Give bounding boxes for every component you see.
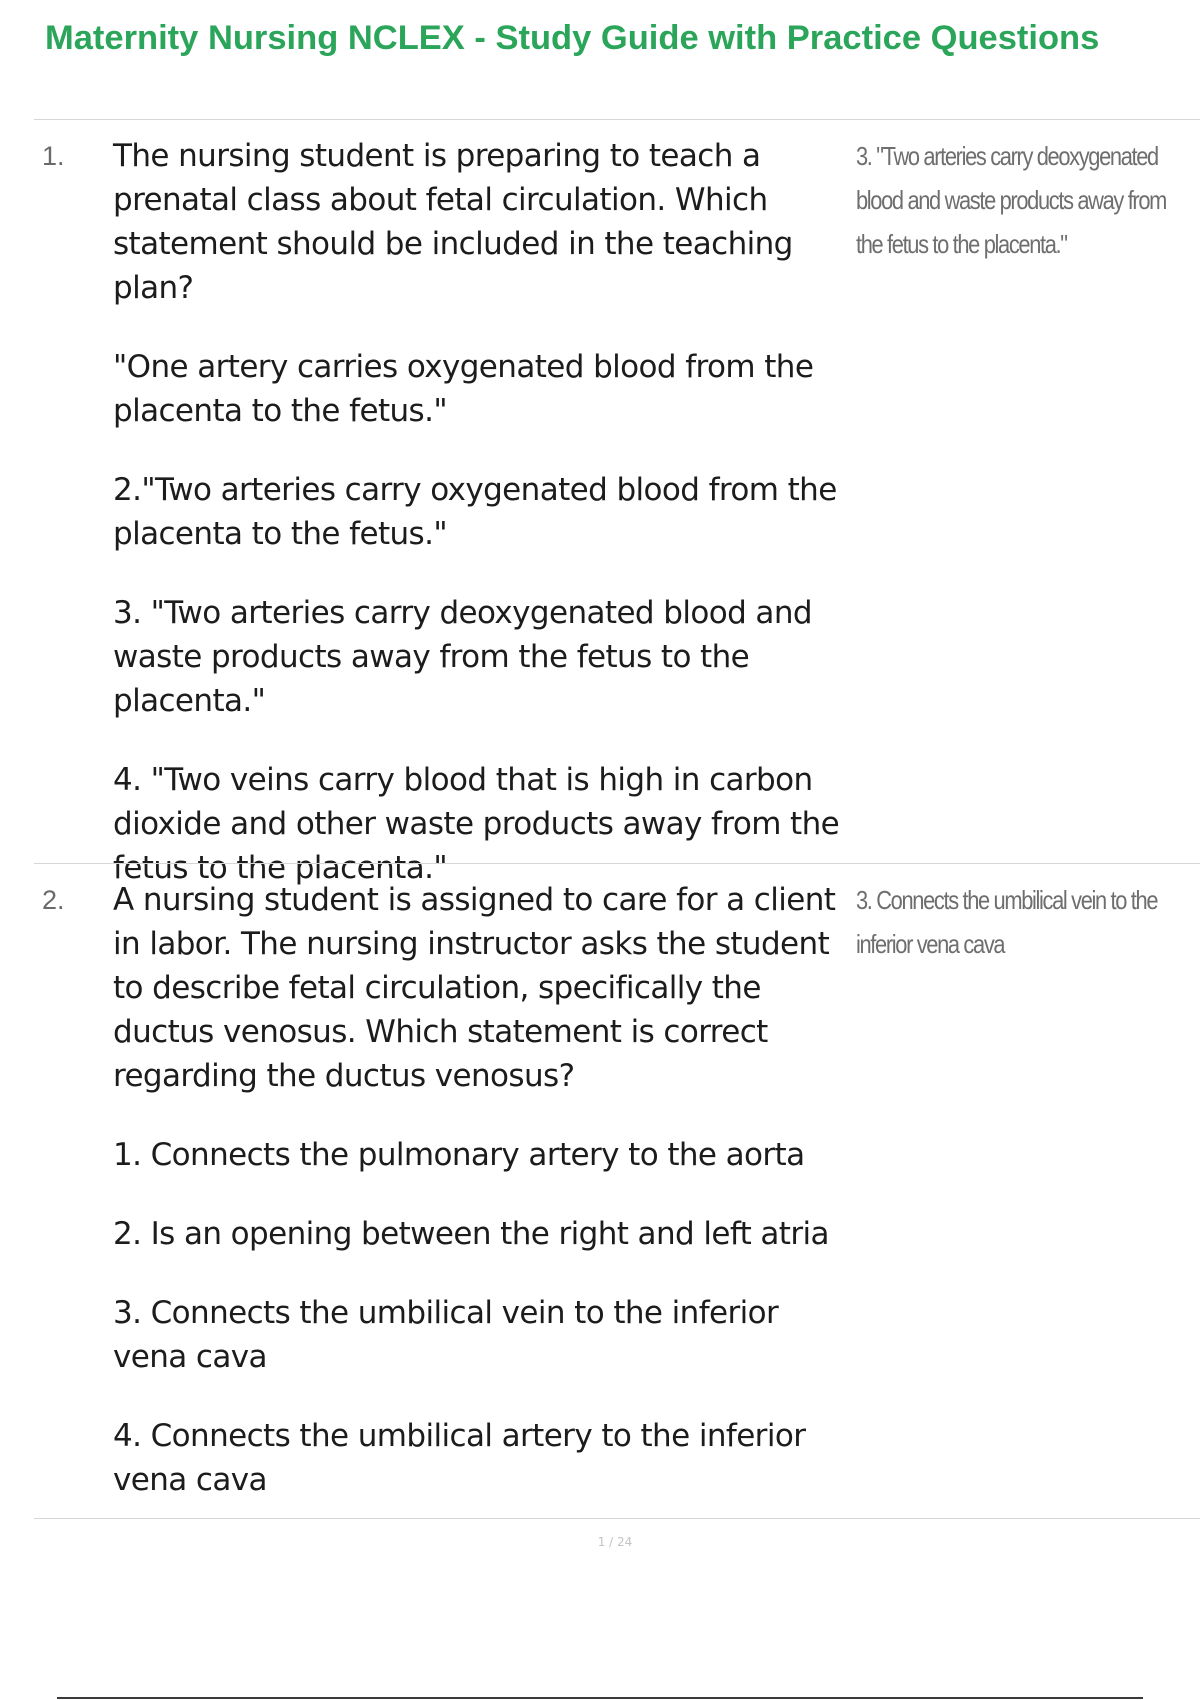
divider-bottom xyxy=(34,1518,1200,1519)
question-number: 2. xyxy=(42,885,65,915)
page-edge-line xyxy=(57,1697,1143,1699)
question-stem: The nursing student is preparing to teach a prenatal class about fetal circulation. Which statement should be included in the teaching plan? xyxy=(113,138,793,306)
correct-answer: 3. "Two arteries carry deoxygenated blood and waste products away from the fetus to the placenta." xyxy=(856,141,1167,259)
answer-option: 2."Two arteries carry oxygenated blood from the placenta to the fetus." xyxy=(113,472,837,552)
question-1 xyxy=(113,134,853,890)
answer-option: 3. "Two arteries carry deoxygenated blood and waste products away from the fetus to the placenta." xyxy=(113,595,812,719)
answer-option: 2. Is an opening between the right and left atria xyxy=(113,1216,829,1252)
question-2 xyxy=(113,878,853,1502)
answer-option: "One artery carries oxygenated blood from the placenta to the fetus." xyxy=(113,349,814,429)
divider-top xyxy=(34,119,1200,120)
answer-option: 4. "Two veins carry blood that is high in carbon dioxide and other waste products away from the fetus to the placenta." xyxy=(113,762,840,886)
divider-middle xyxy=(34,863,1200,864)
answer-option: 4. Connects the umbilical artery to the inferior vena cava xyxy=(113,1418,806,1498)
page-number: 1 / 24 xyxy=(597,1535,633,1549)
question-number: 1. xyxy=(42,141,65,171)
question-stem: A nursing student is assigned to care for a client in labor. The nursing instructor asks the student to describe fetal circulation, specifically the ductus venosus. Which statement is correct regarding the ductus venosus? xyxy=(113,882,836,1094)
answer-option: 3. Connects the umbilical vein to the inferior vena cava xyxy=(113,1295,779,1375)
document-title: Maternity Nursing NCLEX - Study Guide with Practice Questions xyxy=(45,19,1100,57)
answer-option: 1. Connects the pulmonary artery to the aorta xyxy=(113,1137,805,1173)
correct-answer: 3. Connects the umbilical vein to the inferior vena cava xyxy=(856,885,1158,959)
